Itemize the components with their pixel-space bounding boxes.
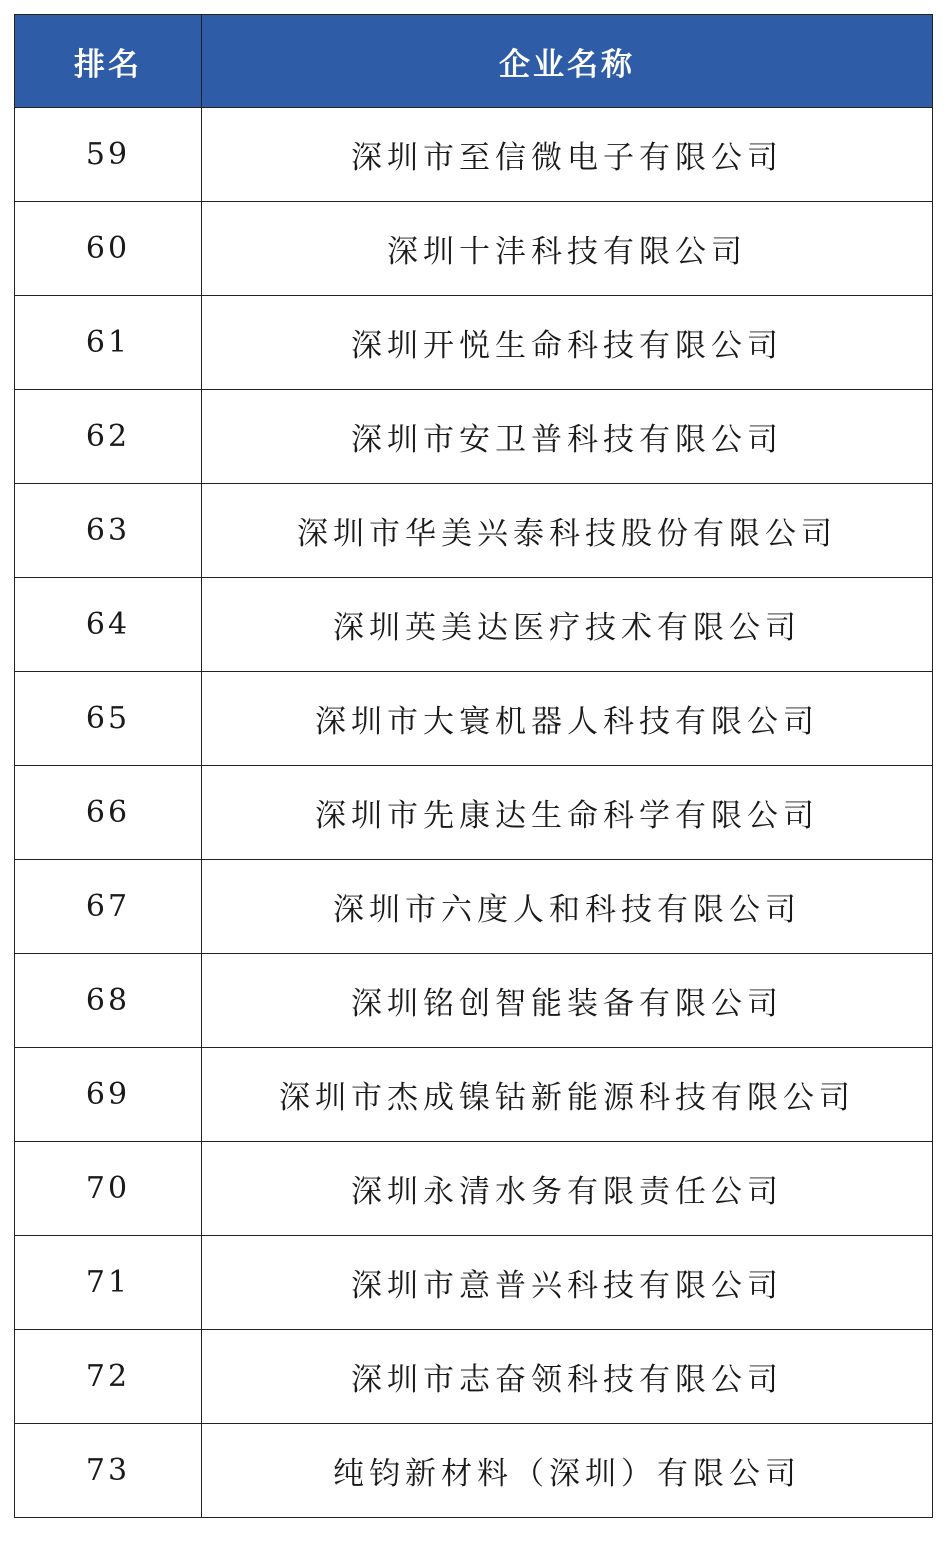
rank-cell: 68 <box>15 954 202 1048</box>
table-row <box>15 1424 933 1518</box>
company-name-cell: 深圳市杰成镍钴新能源科技有限公司 <box>202 1048 933 1142</box>
table-row <box>15 108 933 202</box>
table-header <box>15 15 933 108</box>
table-body <box>15 108 933 1518</box>
rank-cell: 60 <box>15 202 202 296</box>
table-row <box>15 1236 933 1330</box>
table-row <box>15 1330 933 1424</box>
company-name-cell: 深圳市志奋领科技有限公司 <box>202 1330 933 1424</box>
ranking-table <box>14 14 933 1518</box>
table-row <box>15 296 933 390</box>
table-row <box>15 1142 933 1236</box>
company-name-cell: 深圳市六度人和科技有限公司 <box>202 860 933 954</box>
table-row <box>15 484 933 578</box>
rank-cell: 65 <box>15 672 202 766</box>
company-name-cell: 深圳铭创智能装备有限公司 <box>202 954 933 1048</box>
company-name-cell: 深圳开悦生命科技有限公司 <box>202 296 933 390</box>
rank-cell: 73 <box>15 1424 202 1518</box>
rank-cell: 63 <box>15 484 202 578</box>
rank-cell: 59 <box>15 108 202 202</box>
company-name-cell: 深圳十沣科技有限公司 <box>202 202 933 296</box>
company-name-cell: 深圳市先康达生命科学有限公司 <box>202 766 933 860</box>
header-company-name: 企业名称 <box>202 15 933 108</box>
rank-cell: 72 <box>15 1330 202 1424</box>
company-name-cell: 深圳英美达医疗技术有限公司 <box>202 578 933 672</box>
company-name-cell: 深圳市华美兴泰科技股份有限公司 <box>202 484 933 578</box>
table-row <box>15 766 933 860</box>
rank-cell: 69 <box>15 1048 202 1142</box>
rank-cell: 70 <box>15 1142 202 1236</box>
rank-cell: 71 <box>15 1236 202 1330</box>
table-row <box>15 954 933 1048</box>
rank-cell: 62 <box>15 390 202 484</box>
header-rank: 排名 <box>15 15 202 108</box>
rank-cell: 66 <box>15 766 202 860</box>
table-row <box>15 672 933 766</box>
table-row <box>15 202 933 296</box>
company-name-cell: 深圳永清水务有限责任公司 <box>202 1142 933 1236</box>
table-row <box>15 1048 933 1142</box>
company-name-cell: 深圳市意普兴科技有限公司 <box>202 1236 933 1330</box>
rank-cell: 64 <box>15 578 202 672</box>
header-row <box>15 15 933 108</box>
rank-cell: 61 <box>15 296 202 390</box>
table-row <box>15 860 933 954</box>
table-row <box>15 578 933 672</box>
company-name-cell: 深圳市安卫普科技有限公司 <box>202 390 933 484</box>
company-name-cell: 纯钧新材料（深圳）有限公司 <box>202 1424 933 1518</box>
company-name-cell: 深圳市至信微电子有限公司 <box>202 108 933 202</box>
company-name-cell: 深圳市大寰机器人科技有限公司 <box>202 672 933 766</box>
rank-cell: 67 <box>15 860 202 954</box>
table-row <box>15 390 933 484</box>
